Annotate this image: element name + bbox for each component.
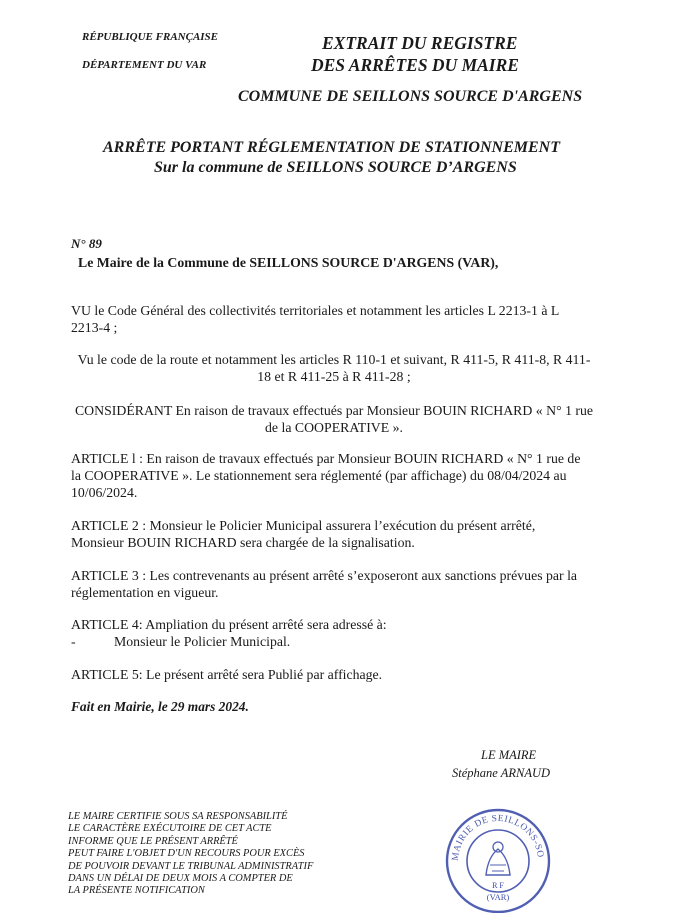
certification-line: PEUT FAIRE L'OBJET D'UN RECOURS POUR EXCÈS (68, 848, 305, 860)
seal-figure-head (493, 842, 503, 852)
decree-title-line1: ARRÊTE PORTANT RÉGLEMENTATION DE STATIONNEMENT (103, 139, 560, 156)
signature-name: Stéphane ARNAUD (452, 766, 551, 780)
certification-line: LA PRÉSENTE NOTIFICATION (68, 885, 205, 897)
decree-number: N° 89 (71, 236, 102, 251)
seal-graphic (442, 805, 554, 913)
municipal-seal-stamp (442, 805, 554, 913)
article-1-line3: 10/06/2024. (71, 485, 138, 500)
register-title-line2: DES ARRÊTES DU MAIRE (311, 55, 519, 75)
seal-rf-text: R F (492, 881, 504, 890)
considerant-line2: de la COOPERATIVE ». (265, 420, 403, 435)
article-1-line2: la COOPERATIVE ». Le stationnement sera réglementé (par affichage) du 08/04/2024 au (71, 468, 567, 483)
seal-arc-text: MAIRIE DE SEILLONS-SO (450, 813, 545, 862)
decree-title-line2: Sur la commune de SEILLONS SOURCE D’ARGENS (154, 159, 517, 176)
done-at-date: Fait en Mairie, le 29 mars 2024. (71, 699, 249, 714)
certification-line: DE POUVOIR DEVANT LE TRIBUNAL ADMINISTRATIF (68, 860, 314, 872)
considerant-line1: CONSIDÉRANT En raison de travaux effectués par Monsieur BOUIN RICHARD « N° 1 rue (74, 403, 594, 418)
vu-code-route-line1: Vu le code de la route et notamment les articles R 110-1 et suivant, R 411-5, R 411-8, R 411- (77, 352, 591, 367)
department-label: DÉPARTEMENT DU VAR (82, 59, 207, 71)
article-4-item: Monsieur le Policier Municipal. (114, 634, 291, 649)
vu-code-general-line2: 2213-4 ; (71, 320, 118, 335)
mayor-intro: Le Maire de la Commune de SEILLONS SOURCE D'ARGENS (VAR), (78, 255, 499, 270)
vu-code-route-line2: 18 et R 411-25 à R 411-28 ; (257, 369, 411, 384)
register-title-line1: EXTRAIT DU REGISTRE (322, 33, 518, 53)
certification-line: DANS UN DÉLAI DE DEUX MOIS A COMPTER DE (68, 873, 293, 885)
certification-line: LE MAIRE CERTIFIE SOUS SA RESPONSABILITÉ (68, 811, 288, 822)
certification-block (68, 811, 313, 898)
seal-var-text: (VAR) (486, 892, 510, 902)
article-3-line2: réglementation en vigueur. (71, 585, 219, 600)
commune-title: COMMUNE DE SEILLONS SOURCE D'ARGENS (238, 88, 583, 105)
signature-role: LE MAIRE (481, 748, 537, 762)
certification-line: LE CARACTÈRE EXÉCUTOIRE DE CET ACTE (68, 823, 272, 835)
republic-label: RÉPUBLIQUE FRANÇAISE (82, 31, 219, 43)
certification-line: INFORME QUE LE PRÉSENT ARRÊTÉ (68, 835, 238, 847)
article-1-line1: ARTICLE l : En raison de travaux effectués par Monsieur BOUIN RICHARD « N° 1 rue de (71, 451, 581, 466)
vu-code-general-line1: VU le Code Général des collectivités territoriales et notamment les articles L 2213-1 à L (71, 303, 560, 318)
article-3-line1: ARTICLE 3 : Les contrevenants au présent arrêté s’exposeront aux sanctions prévues par la (71, 568, 578, 583)
article-5-line1: ARTICLE 5: Le présent arrêté sera Publié par affichage. (71, 667, 383, 682)
article-2-line2: Monsieur BOUIN RICHARD sera chargée de la signalisation. (71, 535, 415, 550)
article-2-line1: ARTICLE 2 : Monsieur le Policier Municipal assurera l’exécution du présent arrêté, (71, 518, 536, 533)
article-4-dash: - (71, 634, 76, 649)
article-4-line1: ARTICLE 4: Ampliation du présent arrêté sera adressé à: (71, 617, 387, 632)
